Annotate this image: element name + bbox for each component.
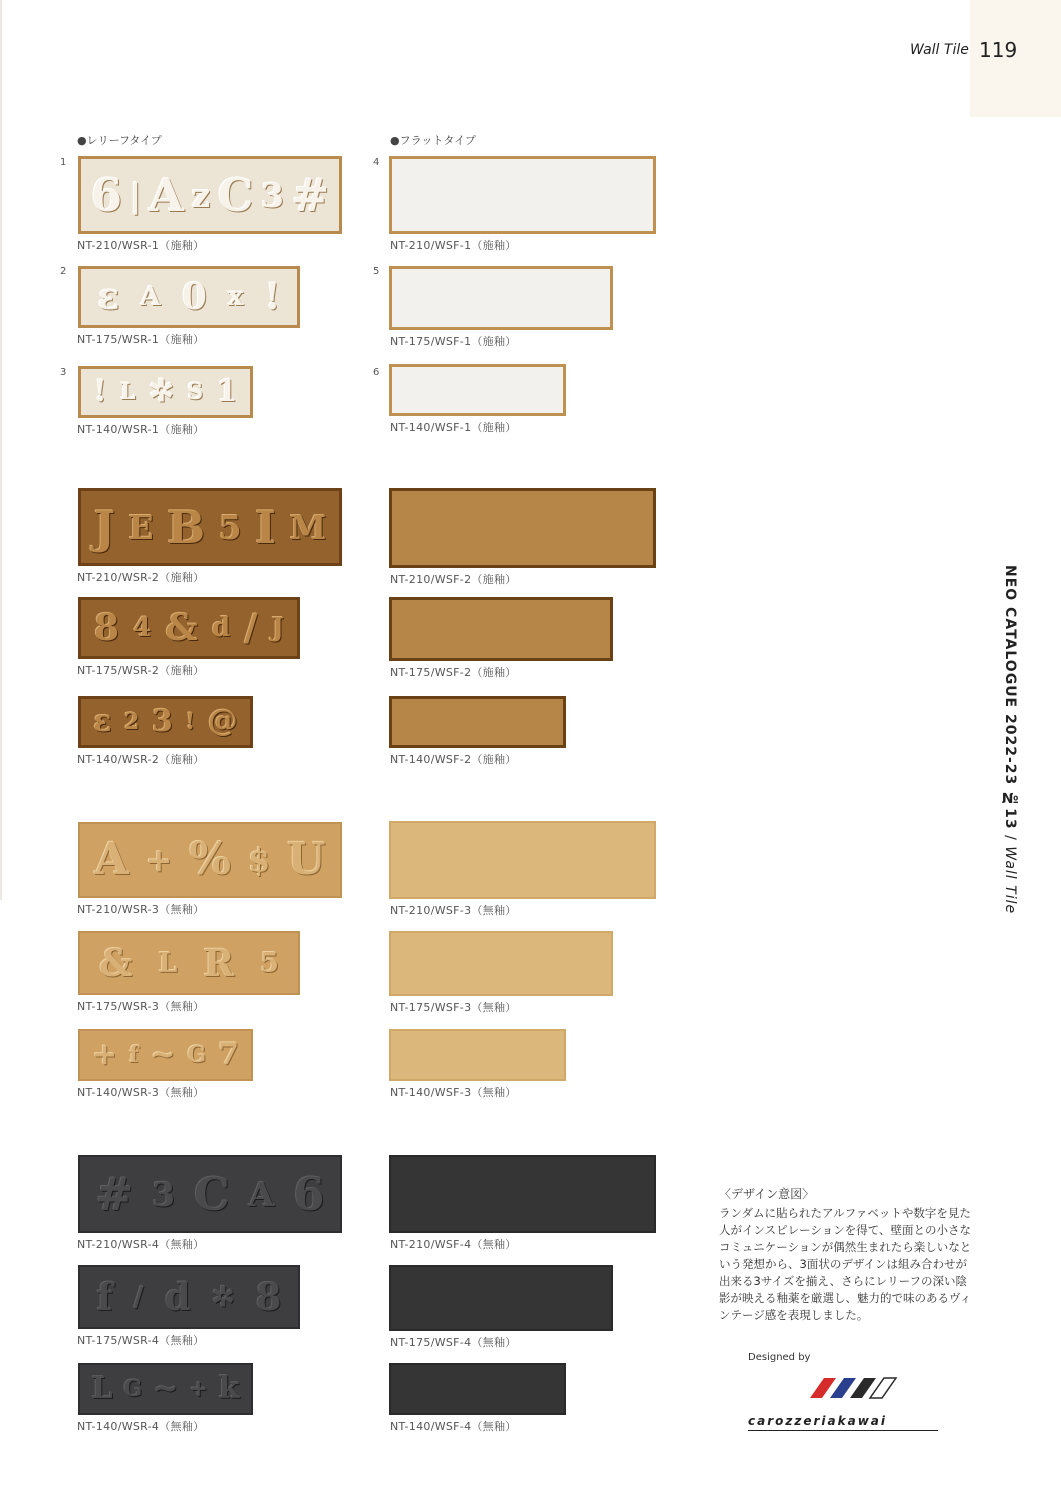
tile-glyph: !: [93, 374, 107, 409]
catalogue-name: NEO CATALOGUE 2022-23 №13: [1002, 565, 1018, 830]
catalogue-section: Wall Tile: [1002, 846, 1018, 915]
brand-wordmark: carozzeriakawai: [748, 1414, 887, 1428]
relief-tile: [78, 1265, 300, 1329]
item-number: 2: [60, 266, 67, 277]
flat-tile: [389, 156, 656, 234]
tile-glyph: f: [129, 1042, 139, 1068]
flat-tile: [389, 931, 613, 996]
tile-glyph: L: [120, 379, 136, 405]
tile-code-label: NT-140/WSR-4（無釉）: [77, 1420, 205, 1433]
tile-glyph: &: [99, 940, 133, 985]
tile-code-label: NT-140/WSF-2（施釉）: [390, 753, 517, 766]
tile-code-label: NT-210/WSR-2（施釉）: [77, 571, 205, 584]
tile-glyph: 6: [90, 168, 123, 222]
carozzeria-kawai-logo-icon: [800, 1376, 900, 1400]
relief-tile: [78, 1363, 253, 1415]
tile-glyph: !: [264, 276, 281, 318]
tile-glyph: 2: [124, 709, 140, 735]
tile-glyph: C: [193, 1167, 230, 1221]
flat-tile: [389, 364, 566, 416]
tile-glyph: 4: [133, 613, 152, 643]
tile-glyph: A: [248, 1174, 275, 1214]
item-number: 6: [373, 367, 380, 378]
item-number: 4: [373, 157, 380, 168]
tile-glyph: J: [93, 500, 116, 554]
tile-glyph: ~: [150, 1037, 176, 1072]
relief-tile: [78, 696, 253, 748]
tile-glyph: 5: [218, 507, 242, 547]
brand-underline: [748, 1430, 938, 1431]
tile-code-label: NT-175/WSF-3（無釉）: [390, 1001, 517, 1014]
relief-tile: [78, 1155, 342, 1233]
tile-code-label: NT-175/WSR-4（無釉）: [77, 1334, 205, 1347]
tile-glyph: d: [164, 1274, 191, 1319]
tile-glyph: U: [287, 834, 326, 885]
flat-tile: [389, 266, 613, 330]
page-number: 119: [979, 38, 1018, 62]
sidebar-catalogue-label: [1002, 565, 1018, 914]
tile-glyph: 3: [260, 175, 284, 215]
tile-glyph: M: [289, 507, 327, 547]
relief-tile: [78, 488, 342, 566]
tile-glyph: I: [255, 500, 277, 554]
tile-code-label: NT-140/WSF-4（無釉）: [390, 1420, 517, 1433]
tile-glyph: A: [94, 834, 129, 885]
tile-glyph: +: [189, 1376, 208, 1402]
flat-tile: [389, 597, 613, 661]
tile-glyph: L: [91, 1371, 113, 1406]
tile-glyph: /: [133, 1281, 144, 1313]
tile-glyph: L: [158, 947, 178, 979]
header-title: Wall Tile: [910, 42, 969, 58]
relief-tile: [78, 822, 342, 898]
tile-glyph: C: [217, 168, 254, 222]
tile-glyph: 8: [94, 607, 120, 649]
tile-glyph: A: [140, 282, 161, 312]
flat-tile: [389, 821, 656, 899]
tile-glyph: d: [212, 613, 231, 643]
tile-code-label: NT-210/WSR-4（無釉）: [77, 1238, 205, 1251]
relief-tile: [78, 1029, 253, 1081]
tile-code-label: NT-140/WSR-3（無釉）: [77, 1086, 205, 1099]
tile-code-label: NT-175/WSF-4（無釉）: [390, 1336, 517, 1349]
tile-glyph: |: [129, 175, 142, 215]
tile-glyph: /: [244, 607, 258, 649]
tile-code-label: NT-140/WSR-1（施釉）: [77, 423, 205, 436]
tile-glyph: R: [203, 940, 235, 985]
tile-glyph: #: [95, 1167, 134, 1221]
tile-glyph: ✲: [211, 1281, 235, 1313]
tile-glyph: ~: [153, 1371, 179, 1406]
tile-glyph: J: [271, 613, 284, 643]
tile-glyph: &: [165, 607, 198, 649]
designed-by-label: Designed by: [748, 1352, 811, 1363]
relief-tile: [78, 366, 253, 418]
tile-glyph: E: [128, 507, 154, 547]
tile-code-label: NT-210/WSF-4（無釉）: [390, 1238, 517, 1251]
tile-glyph: G: [187, 1042, 207, 1068]
tile-code-label: NT-140/WSF-1（施釉）: [390, 421, 517, 434]
tile-glyph: 1: [216, 374, 238, 409]
tile-glyph: ✲: [148, 374, 174, 409]
flat-tile: [389, 696, 566, 748]
item-number: 5: [373, 266, 380, 277]
tile-glyph: A: [149, 168, 184, 222]
tile-code-label: NT-140/WSF-3（無釉）: [390, 1086, 517, 1099]
tile-code-label: NT-210/WSR-1（施釉）: [77, 239, 205, 252]
flat-tile: [389, 1265, 613, 1331]
flat-tile: [389, 1363, 566, 1415]
tile-glyph: 3: [152, 704, 173, 739]
relief-tile: [78, 266, 300, 328]
page-edge-strip: [0, 0, 2, 900]
tile-code-label: NT-210/WSR-3（無釉）: [77, 903, 205, 916]
flat-tile: [389, 488, 656, 568]
design-intent-heading: 〈デザイン意図〉: [719, 1187, 815, 1201]
tile-glyph: %: [189, 834, 232, 885]
relief-tile: [78, 156, 342, 234]
tile-glyph: @: [207, 704, 238, 739]
flat-tile: [389, 1029, 566, 1081]
tile-glyph: #: [291, 168, 330, 222]
tile-glyph: z: [191, 175, 211, 215]
flat-tile: [389, 1155, 656, 1233]
tile-glyph: 6: [293, 1167, 325, 1221]
tile-code-label: NT-175/WSF-2（施釉）: [390, 666, 517, 679]
tile-glyph: x: [227, 282, 244, 312]
tile-glyph: +: [145, 841, 173, 879]
tile-glyph: !: [185, 709, 196, 735]
tile-code-label: NT-210/WSF-3（無釉）: [390, 904, 517, 917]
tile-glyph: k: [218, 1371, 240, 1406]
tile-code-label: NT-175/WSF-1（施釉）: [390, 335, 517, 348]
relief-section-label: ●レリーフタイプ: [77, 134, 162, 147]
tile-code-label: NT-210/WSF-1（施釉）: [390, 239, 517, 252]
item-number: 1: [60, 157, 67, 168]
tile-glyph: 0: [181, 276, 207, 318]
relief-tile: [78, 597, 300, 659]
relief-tile: [78, 931, 300, 995]
tile-glyph: +: [91, 1037, 118, 1072]
tile-glyph: ε: [97, 276, 120, 318]
design-intent-text: ランダムに貼られたアルファベットや数字を見た人がインスピレーションを得て、壁面との小さなコミュニケーションが偶然生まれたら楽しいなという発想から、3面状のデザインは組み合わせが出来る3サイズを揃え、さらにレリーフの深い陰影が映える釉薬を厳選し、魅力的で味のあるヴィンテージ感を表現しました。: [719, 1206, 972, 1322]
tile-glyph: 8: [255, 1274, 282, 1319]
tile-code-label: NT-210/WSF-2（施釉）: [390, 573, 517, 586]
tile-glyph: 5: [260, 947, 279, 979]
tile-glyph: ε: [93, 704, 112, 739]
tile-glyph: $: [247, 841, 271, 879]
logo-stripe-blue: [830, 1378, 856, 1398]
tile-glyph: 7: [218, 1037, 239, 1072]
logo-stripe-white: [870, 1378, 896, 1398]
item-number: 3: [60, 367, 67, 378]
tile-glyph: B: [167, 500, 206, 554]
tile-glyph: f: [96, 1274, 113, 1319]
logo-stripe-red: [810, 1378, 836, 1398]
catalogue-slash: /: [1002, 829, 1018, 847]
tile-code-label: NT-140/WSR-2（施釉）: [77, 753, 205, 766]
tile-glyph: G: [123, 1376, 143, 1402]
tile-glyph: 3: [152, 1174, 176, 1214]
tile-code-label: NT-175/WSR-3（無釉）: [77, 1000, 205, 1013]
flat-section-label: ●フラットタイプ: [390, 134, 476, 147]
tile-code-label: NT-175/WSR-2（施釉）: [77, 664, 205, 677]
tile-glyph: S: [187, 379, 204, 405]
tile-code-label: NT-175/WSR-1（施釉）: [77, 333, 205, 346]
